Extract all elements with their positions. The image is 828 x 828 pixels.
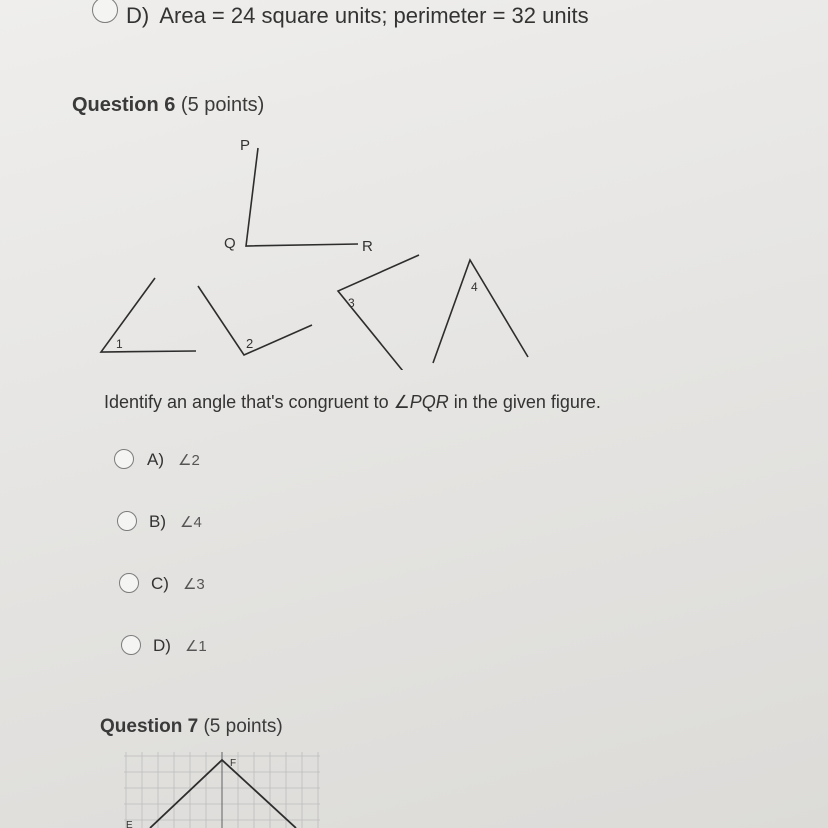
label-p: P [240,137,251,154]
option-b-label[interactable]: B) ∠4 [149,512,202,531]
label-r: R [362,238,373,255]
option-d-angle: ∠1 [184,638,207,655]
question-6-points: (5 points) [180,94,265,116]
angle-2 [198,286,312,355]
prev-option-d-radio[interactable] [92,0,118,23]
label-angle-1: 1 [116,337,123,351]
question-7-title: Question 7 (5 points) [100,716,283,737]
label-e: E [126,820,133,828]
question-6-prompt: Identify an angle that's congruent to ∠PQR in the given figure. [104,392,601,412]
angle-pqr [246,148,358,246]
label-angle-2: 2 [246,336,254,351]
prev-option-d-letter: D) [126,3,150,28]
option-a-label[interactable]: A) ∠2 [147,450,200,469]
label-q: Q [224,235,236,252]
question-6-title: Question 6 (5 points) [72,94,265,116]
option-b-radio[interactable] [117,511,137,531]
prev-option-d-label[interactable] [126,3,589,29]
option-c-angle: ∠3 [182,576,205,593]
prompt-angle: ∠PQR [393,392,449,412]
label-f: F [230,758,237,769]
angle-3 [338,255,419,370]
option-a-radio[interactable] [114,449,134,469]
question-6-figure [0,130,828,370]
question-7-figure [0,745,828,828]
option-c-label[interactable]: C) ∠3 [151,574,205,593]
label-angle-4: 4 [471,280,478,294]
prev-option-d-text: Area = 24 square units; perimeter = 32 units [159,3,589,28]
triangle-edges [150,760,296,828]
label-angle-3: 3 [348,296,355,310]
option-d-label[interactable]: D) ∠1 [153,636,207,655]
option-a-angle: ∠2 [178,452,200,469]
option-d-radio[interactable] [121,635,141,655]
option-b-angle: ∠4 [180,514,202,531]
question-7-points: (5 points) [203,716,283,737]
angle-4 [433,260,528,363]
option-c-radio[interactable] [119,573,139,593]
